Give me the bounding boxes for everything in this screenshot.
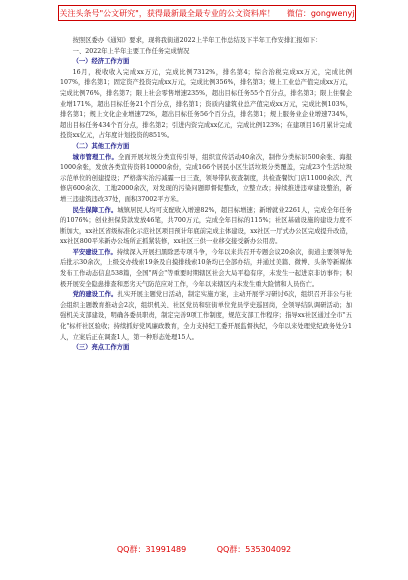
- document-body: [60, 36, 352, 354]
- banner-text: 关注头条号"公文研究"，获得最新最全最专业的公文资料库！: [59, 8, 275, 18]
- economy-paragraph: 16月，税收收入完成xx万元，完成比例7312%，排名第4；综合治税完成xx万元，完成比例107%，排名第1；固定资产投资完成xx万元，完成比例356%，排名第3；规上工业总产值完成xx万元，完成比例76%，排名第7；限上社会零售增速235%，超出目标任务55个百分点，排名第3；限上住餐企业增171%，超出目标任务21个百分点，排名第1；资质内建筑业总产值完成xx万元，完成比例103%，排名第1；规上文化企业增速72%，超出目标任务56个百分点，排名第1；规上服务业企业增速734%，超出目标任务434个百分点，排名第2；引进内资完成xx亿元，完成比例123%；在建项目16月累计完成投资xx亿元，占年度计划投资的851%。: [60, 68, 352, 140]
- footer: [0, 544, 408, 555]
- safety-heading: 平安建设工作。: [72, 248, 117, 256]
- intro-paragraph: 按照区委办《通知》要求，现将我街道2022上半年工作总结及下半年工作安排汇报如下：: [72, 37, 322, 44]
- sub3-heading: （三）亮点工作方面: [72, 344, 130, 352]
- banner-wechat: 微信：gongwenyj: [286, 8, 355, 18]
- sub2-heading: （二）其他工作方面: [72, 142, 130, 150]
- footer-qq-2: QQ群：535304092: [216, 545, 292, 554]
- people-heading: 民生保障工作。: [72, 206, 118, 214]
- promo-banner: [58, 5, 356, 21]
- people-paragraph: [60, 206, 352, 248]
- party-text: 扎实开展主题党日活动，制定实施方案，主动开展学习研讨6次，组织召开非公与社会组织主题教育推动会2次，组织机关、社区党员和驻街单位党员学史巡回岗，全领导结队调研活动；加强机关支部建设，明确各委员职责，制定完善9项工作制度，规范支部工作程序；指导xx社区通过全市"五化"标杆社区验收；持续抓好党风廉政教育，全力支持纪工委开展监督执纪，今年以来处理党纪政务处分1人，立案后正在调查1人，第一种形态处理15人。: [60, 291, 353, 341]
- section1-heading: 一、2022年上半年主要工作任务完成情况: [72, 47, 190, 55]
- safety-text: 持续深入开展扫黑除恶专项斗争，今年以来共召开专题会议20余次，街道主要领导先后批示30余次，上级交办线索19条及自摸排线索10条均已全部办结，并通过美篇、微博、头条等新媒体发布工作动态信息538篇，全国"两会"等重要时期辖区社会大局平稳有序，未发生一起进京非访事件；积极开展安全隐患排查和恶劣天气防范应对工作，今年以来辖区内未发生重大险情和人员伤亡。: [60, 248, 353, 288]
- urban-heading: 城市管理工作。: [72, 153, 118, 161]
- urban-paragraph: [60, 153, 352, 206]
- party-paragraph: [60, 290, 352, 343]
- people-text: 城镇居民人均可支配收入增速82%，超目标增速；新增就业2261人，完成全年任务的1076%；创业担保贷款发放46笔，共700万元，完成全年目标的115%；社区基础设施的建设力度不断加大，xx社区省级标准化示范社区项目预计年底前完成主体建设，xx社区一厅式办公区完成提升改造，xx社区800平米新办公场所正抓紧装修，xx社区三供一业移交接受新办公用房。: [60, 206, 352, 246]
- safety-paragraph: [60, 248, 352, 290]
- party-heading: 党的建设工作。: [72, 291, 118, 299]
- footer-qq-1: QQ群：31991489: [116, 545, 187, 554]
- sub1-heading: （一）经济工作方面: [72, 58, 130, 66]
- urban-text: 全面开展垃圾分类宣传引导，组织宣传活动40余次，制作分类标识500余张、海报1000余张，发放各类宣传资料10000余份，完成166个居民小区生活垃圾分类覆盖，完成23个生活垃圾示范单位的创建提设；严格落实治污减霾一日三查，领导带队夜查制度，共检查餐饮门店11000余次、汽修店600余次、工地2000余次，对发现的污染问题即督促整改，立整立改；持续推进违章建设整治，新增三违建筑违改37处，面积37002平方米。: [60, 153, 352, 203]
